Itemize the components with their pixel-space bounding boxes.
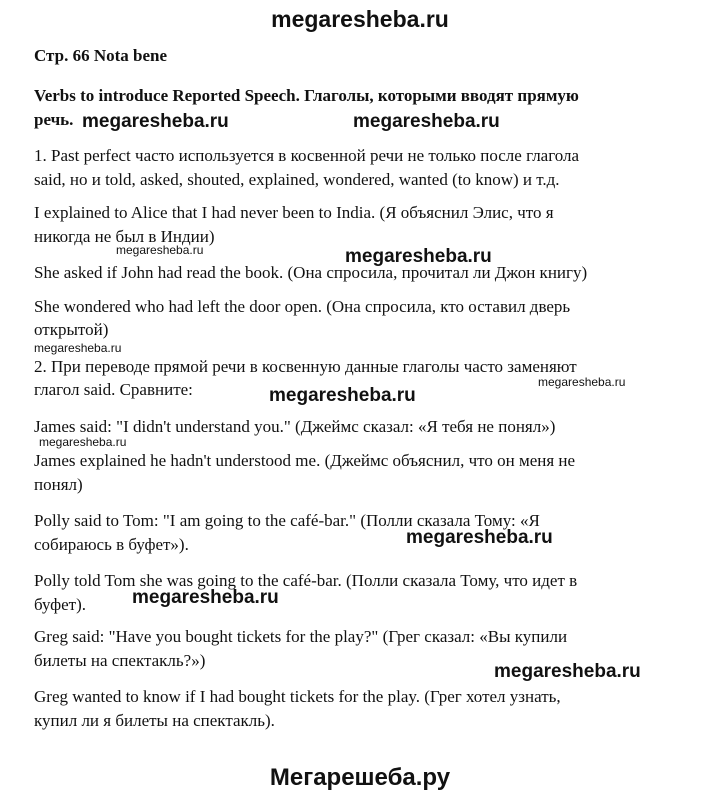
paragraph-4-line-2: открытой) bbox=[34, 320, 109, 339]
watermark-text: megaresheba.ru bbox=[353, 111, 500, 132]
paragraph-11-line-1: Greg wanted to know if I had bought tickets for the play. (Грег хотел узнать, bbox=[34, 687, 561, 706]
watermark-text: megaresheba.ru bbox=[494, 661, 641, 682]
subtitle-line-2: речь. bbox=[34, 110, 74, 129]
paragraph-8-line-2: собираюсь в буфет»). bbox=[34, 535, 189, 554]
paragraph-5-line-2: глагол said. Сравните: bbox=[34, 380, 193, 399]
site-header: megaresheba.ru bbox=[271, 6, 449, 32]
paragraph-9-line-2: буфет). bbox=[34, 595, 86, 614]
watermark-text: megaresheba.ru bbox=[39, 435, 127, 449]
watermark-text: megaresheba.ru bbox=[116, 243, 204, 257]
page-title: Стр. 66 Nota bene bbox=[34, 46, 168, 65]
paragraph-7-line-2: понял) bbox=[34, 475, 83, 494]
paragraph-1-line-1: 1. Past perfect часто используется в косвенной речи не только после глагола bbox=[34, 146, 580, 165]
paragraph-1-line-2: said, но и told, asked, shouted, explained, wondered, wanted (to know) и т.д. bbox=[34, 170, 560, 189]
paragraph-2-line-1: I explained to Alice that I had never been to India. (Я объяснил Элис, что я bbox=[34, 203, 554, 222]
watermark-text: megaresheba.ru bbox=[269, 385, 416, 406]
watermark-text: megaresheba.ru bbox=[538, 375, 626, 389]
paragraph-6-line-1: James said: "I didn't understand you." (Джеймс сказал: «Я тебя не понял») bbox=[34, 417, 556, 436]
paragraph-8-line-1: Polly said to Tom: "I am going to the café-bar." (Полли сказала Тому: «Я bbox=[34, 511, 540, 530]
watermark-text: megaresheba.ru bbox=[345, 246, 492, 267]
paragraph-9-line-1: Polly told Tom she was going to the café-bar. (Полли сказала Тому, что идет в bbox=[34, 571, 578, 590]
paragraph-5-line-1: 2. При переводе прямой речи в косвенную данные глаголы часто заменяют bbox=[34, 357, 577, 376]
paragraph-11-line-2: купил ли я билеты на спектакль). bbox=[34, 711, 275, 730]
watermark-text: megaresheba.ru bbox=[406, 527, 553, 548]
site-footer: Мегарешеба.ру bbox=[269, 764, 451, 791]
paragraph-2-line-2: никогда не был в Индии) bbox=[34, 227, 215, 246]
paragraph-10-line-1: Greg said: "Have you bought tickets for the play?" (Грег сказал: «Вы купили bbox=[34, 627, 568, 646]
paragraph-7-line-1: James explained he hadn't understood me. (Джеймс объяснил, что он меня не bbox=[34, 451, 576, 470]
watermark-text: megaresheba.ru bbox=[82, 111, 229, 132]
paragraph-4-line-1: She wondered who had left the door open. (Она спросила, кто оставил дверь bbox=[34, 297, 571, 316]
watermark-text: megaresheba.ru bbox=[132, 587, 279, 608]
paragraph-10-line-2: билеты на спектакль?») bbox=[34, 651, 206, 670]
paragraph-3-line-1: She asked if John had read the book. (Она спросила, прочитал ли Джон книгу) bbox=[34, 263, 588, 282]
watermark-text: megaresheba.ru bbox=[34, 341, 122, 355]
subtitle-line-1: Verbs to introduce Reported Speech. Глаголы, которыми вводят прямую bbox=[34, 86, 579, 105]
